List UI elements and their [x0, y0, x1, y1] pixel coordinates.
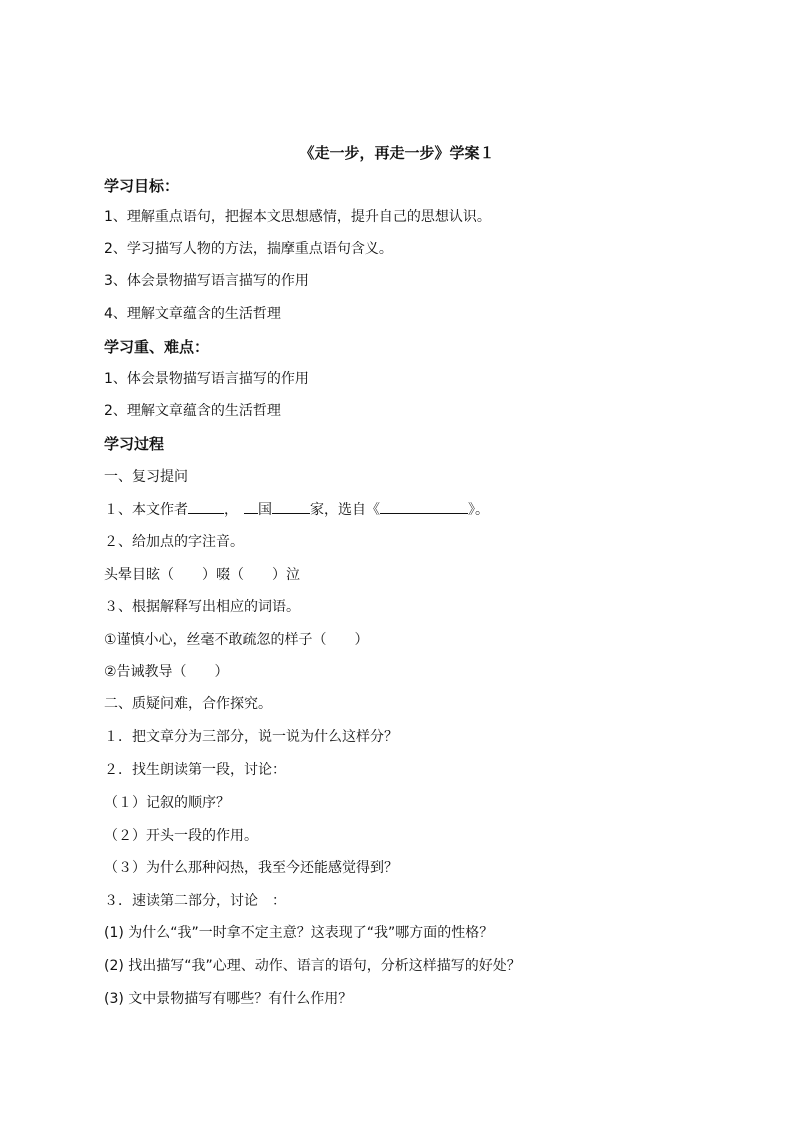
objective-item: 1、理解重点语句，把握本文思想感情，提升自己的思想认识。 — [104, 209, 491, 225]
review-question-2: ２、给加点的字注音。 — [104, 534, 244, 550]
q1-text-source: 家，选自《 — [310, 502, 380, 518]
key-point-item: 1、体会景物描写语言描写的作用 — [104, 371, 309, 387]
inquiry-line: ２．找生朗读第一段，讨论： — [104, 762, 286, 778]
inquiry-line: (2) 找出描写“我”心理、动作、语言的语句，分析这样描写的好处？ — [104, 958, 521, 974]
objective-item: 3、体会景物描写语言描写的作用 — [104, 273, 309, 289]
q1-text-country: 国 — [258, 502, 272, 518]
inquiry-line: (3) 文中景物描写有哪些？有什么作用？ — [104, 991, 353, 1007]
inquiry-line: （２）开头一段的作用。 — [104, 828, 258, 844]
inquiry-line: １．把文章分为三部分，说一说为什么这样分？ — [104, 729, 398, 745]
objective-item: 2、学习描写人物的方法，揣摩重点语句含义。 — [104, 241, 393, 257]
review-question-3-item: ①谨慎小心，丝毫不敢疏忽的样子（ ） — [104, 632, 369, 648]
blank-author[interactable] — [188, 499, 224, 514]
document-title: 《走一步，再走一步》学案１ — [299, 144, 495, 162]
review-question-3-item: ②告诫教导（ ） — [104, 664, 229, 680]
blank-source[interactable] — [380, 499, 468, 514]
key-points-heading: 学习重、难点： — [104, 338, 210, 356]
q1-text-comma: ， — [224, 502, 238, 518]
review-heading: 一、复习提问 — [104, 469, 188, 485]
blank-profession[interactable] — [272, 499, 310, 514]
inquiry-line: （３）为什么那种闷热，我至今还能感觉得到？ — [104, 860, 398, 876]
objectives-heading: 学习目标： — [104, 177, 180, 195]
key-point-item: 2、理解文章蕴含的生活哲理 — [104, 403, 281, 419]
review-question-1 — [104, 499, 489, 520]
inquiry-heading: 二、质疑问难，合作探究。 — [104, 696, 272, 712]
process-heading: 学习过程 — [104, 435, 165, 453]
review-question-2-words: 头晕目眩（ ）啜（ ）泣 — [104, 567, 300, 583]
review-question-3: ３、根据解释写出相应的词语。 — [104, 599, 300, 615]
objective-item: 4、理解文章蕴含的生活哲理 — [104, 306, 281, 322]
blank-country[interactable] — [244, 499, 258, 514]
inquiry-line: ３．速读第二部分，讨论 ： — [104, 893, 286, 909]
inquiry-line: (1) 为什么“我”一时拿不定主意？这表现了“我”哪方面的性格？ — [104, 925, 494, 941]
q1-text-end: 》。 — [468, 502, 489, 518]
inquiry-line: （１）记叙的顺序？ — [104, 795, 230, 811]
q1-text-author: １、本文作者 — [104, 502, 188, 518]
